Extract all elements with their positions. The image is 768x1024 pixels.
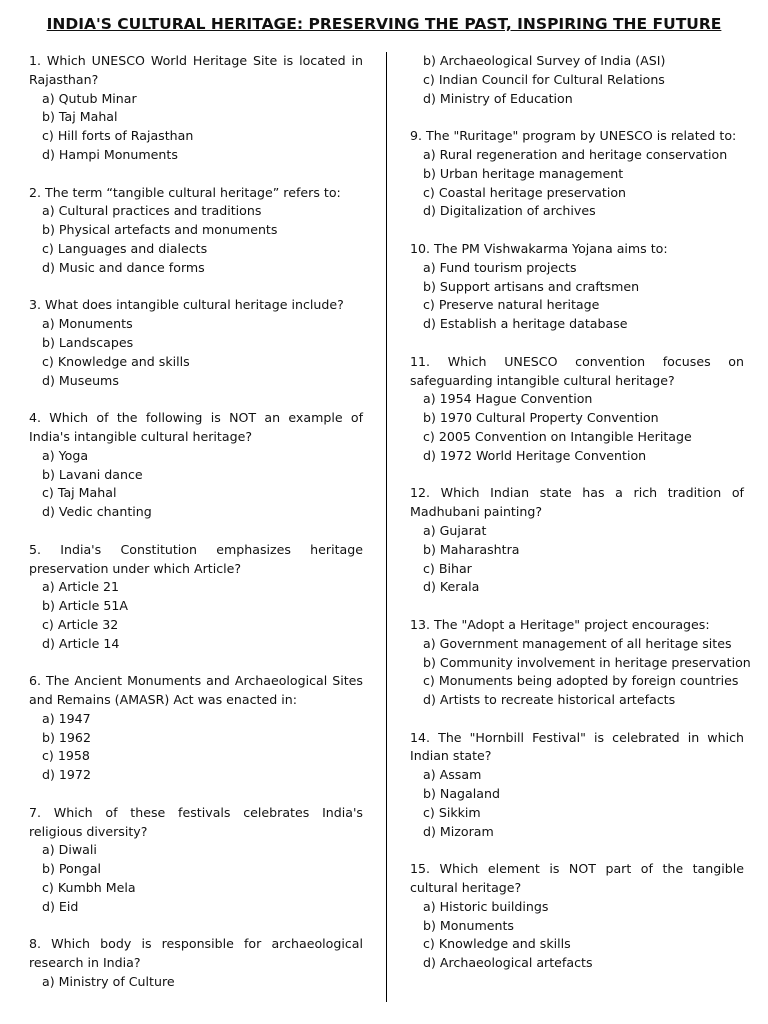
question-stem: 6. The Ancient Monuments and Archaeological Sites and Remains (AMASR) Act was enacted in: [29, 673, 363, 708]
answer-option: a) Qutub Minar [42, 90, 137, 106]
answer-option: b) 1970 Cultural Property Convention [423, 410, 659, 426]
answer-option: b) Urban heritage management [423, 165, 624, 181]
question-stem: 9. The "Ruritage" program by UNESCO is related to: [410, 128, 737, 144]
answer-option: c) 1958 [42, 748, 90, 764]
question-stem: 14. The "Hornbill Festival" is celebrated in which Indian state? [410, 729, 744, 764]
question-block [410, 127, 744, 221]
question-block [29, 409, 363, 522]
question-block [410, 353, 744, 466]
answer-option: d) Ministry of Education [423, 90, 573, 106]
question-block [29, 52, 363, 165]
question-block [29, 296, 363, 390]
answer-option: d) Kerala [423, 579, 480, 595]
column-divider [386, 52, 387, 1002]
answer-option: a) Historic buildings [423, 898, 549, 914]
option-list [29, 447, 363, 522]
answer-option: c) Knowledge and skills [42, 353, 190, 369]
answer-option: c) Taj Mahal [42, 485, 117, 501]
answer-option: b) Article 51A [42, 598, 128, 614]
answer-option: a) Government management of all heritage sites [423, 635, 732, 651]
answer-option: a) Cultural practices and traditions [42, 203, 262, 219]
answer-option: c) Languages and dialects [42, 240, 208, 256]
answer-option: c) Kumbh Mela [42, 880, 136, 896]
question-stem: 7. Which of these festivals celebrates India's religious diversity? [29, 804, 363, 839]
answer-option: c) Bihar [423, 560, 472, 576]
answer-option: a) Article 21 [42, 579, 120, 595]
answer-option: b) Physical artefacts and monuments [42, 222, 278, 238]
answer-option: c) Coastal heritage preservation [423, 184, 627, 200]
question-block [29, 804, 363, 917]
question-stem: 2. The term “tangible cultural heritage” refers to: [29, 184, 341, 200]
question-block [410, 240, 744, 334]
answer-option: b) Taj Mahal [42, 109, 118, 125]
answer-option: b) Community involvement in heritage preservation [423, 654, 751, 670]
question-stem: 15. Which element is NOT part of the tangible cultural heritage? [410, 861, 744, 896]
question-block [29, 541, 363, 654]
answer-option: b) Support artisans and craftsmen [423, 278, 640, 294]
question-block [410, 729, 744, 842]
question-stem: 3. What does intangible cultural heritage include? [29, 297, 344, 313]
answer-option: a) Monuments [42, 316, 133, 332]
option-list [29, 202, 363, 277]
answer-option: d) Artists to recreate historical artefacts [423, 692, 676, 708]
answer-option: d) 1972 World Heritage Convention [423, 447, 647, 463]
answer-option: c) Hill forts of Rajasthan [42, 128, 194, 144]
answer-option: c) 2005 Convention on Intangible Heritage [423, 428, 692, 444]
answer-option: b) 1962 [42, 729, 91, 745]
option-list [410, 390, 744, 465]
answer-option: a) Diwali [42, 842, 97, 858]
answer-option: a) Rural regeneration and heritage conservation [423, 146, 728, 162]
answer-option: d) Establish a heritage database [423, 316, 628, 332]
option-list [410, 522, 744, 597]
answer-option: d) Eid [42, 898, 79, 914]
question-stem: 12. Which Indian state has a rich tradition of Madhubani painting? [410, 485, 744, 520]
answer-option: a) Ministry of Culture [42, 974, 175, 990]
answer-option: a) Fund tourism projects [423, 259, 577, 275]
question-block [410, 860, 744, 973]
question-stem: 1. Which UNESCO World Heritage Site is located in Rajasthan? [29, 53, 363, 87]
question-block [29, 672, 363, 785]
answer-option: b) Nagaland [423, 786, 500, 802]
option-list [29, 578, 363, 653]
right-column [410, 52, 751, 992]
answer-option: d) Digitalization of archives [423, 203, 596, 219]
answer-option: a) 1954 Hague Convention [423, 391, 593, 407]
question-block [410, 484, 744, 597]
question-stem: 8. Which body is responsible for archaeological research in India? [29, 936, 363, 971]
answer-option: c) Sikkim [423, 804, 481, 820]
answer-option: b) Monuments [423, 917, 514, 933]
option-list [410, 766, 744, 841]
answer-option: d) Mizoram [423, 823, 494, 839]
answer-option: c) Preserve natural heritage [423, 297, 600, 313]
answer-option: b) Archaeological Survey of India (ASI) [423, 53, 666, 68]
answer-option: c) Knowledge and skills [423, 936, 571, 952]
answer-option: c) Monuments being adopted by foreign countries [423, 673, 739, 689]
option-list [29, 973, 363, 992]
answer-option: b) Lavani dance [42, 466, 143, 482]
answer-option: d) Archaeological artefacts [423, 955, 593, 971]
option-list [410, 146, 744, 221]
answer-option: d) Article 14 [42, 635, 120, 651]
question-block [410, 616, 751, 710]
answer-option: d) 1972 [42, 767, 91, 783]
answer-option: a) Assam [423, 767, 482, 783]
question-8-continued-options [410, 52, 744, 108]
question-block [29, 184, 363, 278]
question-stem: 4. Which of the following is NOT an example of India's intangible cultural heritage? [29, 410, 363, 444]
answer-option: c) Indian Council for Cultural Relations [423, 71, 665, 87]
answer-option: d) Hampi Monuments [42, 146, 178, 162]
answer-option: a) 1947 [42, 710, 91, 726]
answer-option: b) Landscapes [42, 334, 134, 350]
option-list [410, 898, 744, 973]
option-list [29, 315, 363, 390]
option-list [410, 259, 744, 334]
left-column [29, 52, 363, 992]
answer-option: a) Gujarat [423, 522, 487, 538]
answer-option: d) Music and dance forms [42, 259, 205, 275]
answer-option: b) Maharashtra [423, 541, 520, 557]
question-stem: 11. Which UNESCO convention focuses on safeguarding intangible cultural heritage? [410, 353, 744, 388]
question-stem: 5. India's Constitution emphasizes heritage preservation under which Article? [29, 541, 363, 576]
question-stem: 10. The PM Vishwakarma Yojana aims to: [410, 240, 668, 256]
answer-option: d) Museums [42, 372, 119, 388]
question-stem: 13. The "Adopt a Heritage" project encourages: [410, 616, 710, 632]
option-list [29, 90, 363, 165]
option-list [410, 635, 751, 710]
page-title: INDIA'S CULTURAL HERITAGE: PRESERVING THE PAST, INSPIRING THE FUTURE [46, 15, 722, 33]
answer-option: a) Yoga [42, 447, 89, 463]
answer-option: b) Pongal [42, 861, 101, 877]
answer-option: d) Vedic chanting [42, 504, 152, 520]
question-block [29, 935, 363, 991]
answer-option: c) Article 32 [42, 616, 119, 632]
option-list [29, 841, 363, 916]
option-list [29, 710, 363, 785]
